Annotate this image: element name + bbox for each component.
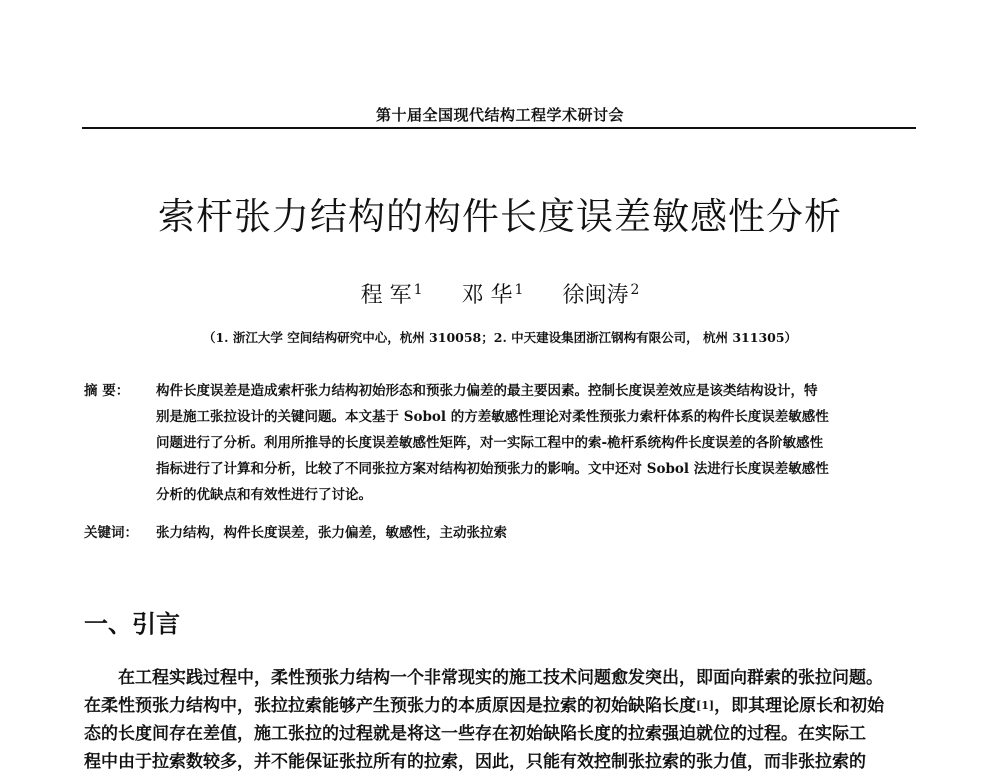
keywords-text: 张力结构，构件长度误差，张力偏差，敏感性，主动张拉索 — [156, 525, 507, 541]
body-line-text: 在柔性预张力结构中，张拉拉索能够产生预张力的本质原因是拉索的初始缺陷长度 — [84, 696, 696, 716]
paper-title: 索杆张力结构的构件长度误差敏感性分析 — [158, 195, 842, 238]
abstract-line: 别是施工张拉设计的关键问题。本文基于 Sobol 的方差敏感性理论对柔性预张力索杆体系的构件长度误差敏感性 — [156, 409, 829, 425]
author-affiliation-mark: 1 — [413, 281, 423, 298]
body-line: 程中由于拉索数较多，并不能保证张拉所有的拉索，因此，只能有效控制张拉索的张力值，而非张拉索的 — [84, 752, 866, 772]
affiliation: （1. 浙江大学 空间结构研究中心，杭州 310058；2. 中天建设集团浙江钢构有限公司， 杭州 311305） — [202, 330, 798, 345]
body-line-text: ，即其理论原长和初始 — [714, 696, 885, 716]
citation-reference[interactable]: [1] — [696, 699, 715, 712]
keywords-label: 关键词： — [84, 525, 138, 541]
author-list — [0, 278, 1000, 309]
body-line: 态的长度间存在差值，施工张拉的过程就是将这一些存在初始缺陷长度的拉索强迫就位的过程。在实际工 — [84, 724, 866, 744]
abstract-line: 分析的优缺点和有效性进行了讨论。 — [156, 487, 372, 503]
body-paragraph — [84, 664, 916, 776]
author-affiliation-mark: 1 — [514, 281, 524, 298]
abstract-line: 指标进行了计算和分析，比较了不同张拉方案对结构初始预张力的影响。文中还对 Sobol 法进行长度误差敏感性 — [156, 461, 829, 477]
author-affiliation-mark: 2 — [630, 281, 640, 298]
author-name: 邓 华 — [461, 283, 513, 308]
running-header: 第十届全国现代结构工程学术研讨会 — [375, 106, 624, 124]
abstract-line: 构件长度误差是造成索杆张力结构初始形态和预张力偏差的最主要因素。控制长度误差效应是该类结构设计，特 — [156, 383, 818, 399]
body-line: 在工程实践过程中，柔性预张力结构一个非常现实的施工技术问题愈发突出，即面向群索的张拉问题。 — [118, 668, 883, 688]
author-2 — [462, 278, 524, 309]
body-line — [84, 692, 916, 720]
author-1 — [361, 278, 423, 309]
abstract-line: 问题进行了分析。利用所推导的长度误差敏感性矩阵，对一实际工程中的索-桅杆系统构件长度误差的各阶敏感性 — [156, 435, 824, 451]
author-3 — [562, 278, 639, 309]
section-heading: 一、引言 — [84, 610, 180, 638]
abstract-label: 摘 要： — [84, 383, 130, 399]
author-name: 徐闽涛 — [562, 283, 629, 308]
header-rule — [82, 127, 916, 129]
author-name: 程 军 — [360, 283, 412, 308]
